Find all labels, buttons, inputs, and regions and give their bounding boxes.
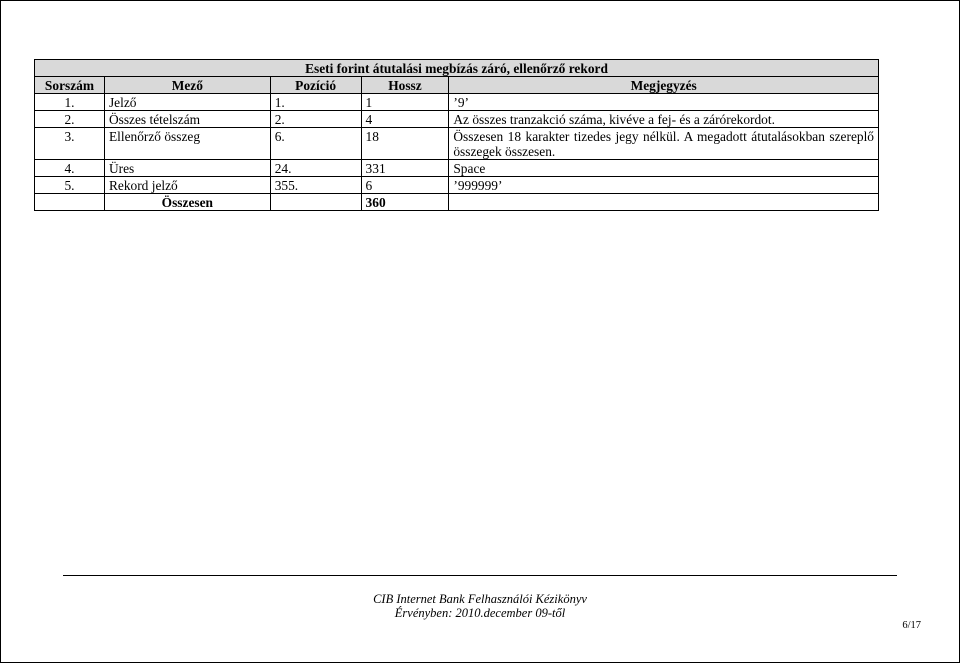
header-hossz: Hossz <box>361 77 449 94</box>
table-row <box>35 128 879 160</box>
cell-sorszam: 1. <box>35 94 105 111</box>
cell-hossz: 6 <box>361 177 449 194</box>
table-row <box>35 177 879 194</box>
table-header-row <box>35 77 879 94</box>
table-row <box>35 94 879 111</box>
header-mezo: Mező <box>104 77 270 94</box>
cell-hossz: 331 <box>361 160 449 177</box>
cell-pozicio: 1. <box>270 94 361 111</box>
cell-megjegyzes: Összesen 18 karakter tizedes jegy nélkül. A megadott átutalásokban szereplő összegek összesen. <box>449 128 879 160</box>
cell-mezo: Jelző <box>104 94 270 111</box>
cell-megjegyzes: Space <box>449 160 879 177</box>
cell-pozicio: 355. <box>270 177 361 194</box>
table-title-row <box>35 60 879 77</box>
cell-mezo: Rekord jelző <box>104 177 270 194</box>
record-table <box>34 59 879 211</box>
header-pozicio: Pozíció <box>270 77 361 94</box>
page-number: 6/17 <box>902 620 921 631</box>
cell-sorszam: 2. <box>35 111 105 128</box>
cell-sorszam: 4. <box>35 160 105 177</box>
cell-sorszam: 3. <box>35 128 105 160</box>
table-row <box>35 160 879 177</box>
cell-pozicio: 2. <box>270 111 361 128</box>
cell-megjegyzes: ’999999’ <box>449 177 879 194</box>
cell-pozicio: 6. <box>270 128 361 160</box>
total-label: Összesen <box>104 194 270 211</box>
footer-validity: Érvényben: 2010.december 09-től <box>394 606 566 620</box>
header-sorszam: Sorszám <box>35 77 105 94</box>
cell-total-empty <box>449 194 879 211</box>
cell-megjegyzes: ’9’ <box>449 94 879 111</box>
cell-total-empty <box>35 194 105 211</box>
total-value: 360 <box>361 194 449 211</box>
cell-total-empty <box>270 194 361 211</box>
cell-pozicio: 24. <box>270 160 361 177</box>
table-title: Eseti forint átutalási megbízás záró, ellenőrző rekord <box>35 60 879 77</box>
cell-hossz: 18 <box>361 128 449 160</box>
cell-mezo: Ellenőrző összeg <box>104 128 270 160</box>
cell-mezo: Összes tételszám <box>104 111 270 128</box>
cell-hossz: 4 <box>361 111 449 128</box>
table-row <box>35 111 879 128</box>
footer-manual-title: CIB Internet Bank Felhasználói Kézikönyv <box>373 592 587 606</box>
cell-hossz: 1 <box>361 94 449 111</box>
table-total-row <box>35 194 879 211</box>
footer-divider <box>63 575 897 576</box>
cell-megjegyzes: Az összes tranzakció száma, kivéve a fej- és a zárórekordot. <box>449 111 879 128</box>
cell-mezo: Üres <box>104 160 270 177</box>
cell-sorszam: 5. <box>35 177 105 194</box>
header-megjegyzes: Megjegyzés <box>449 77 879 94</box>
